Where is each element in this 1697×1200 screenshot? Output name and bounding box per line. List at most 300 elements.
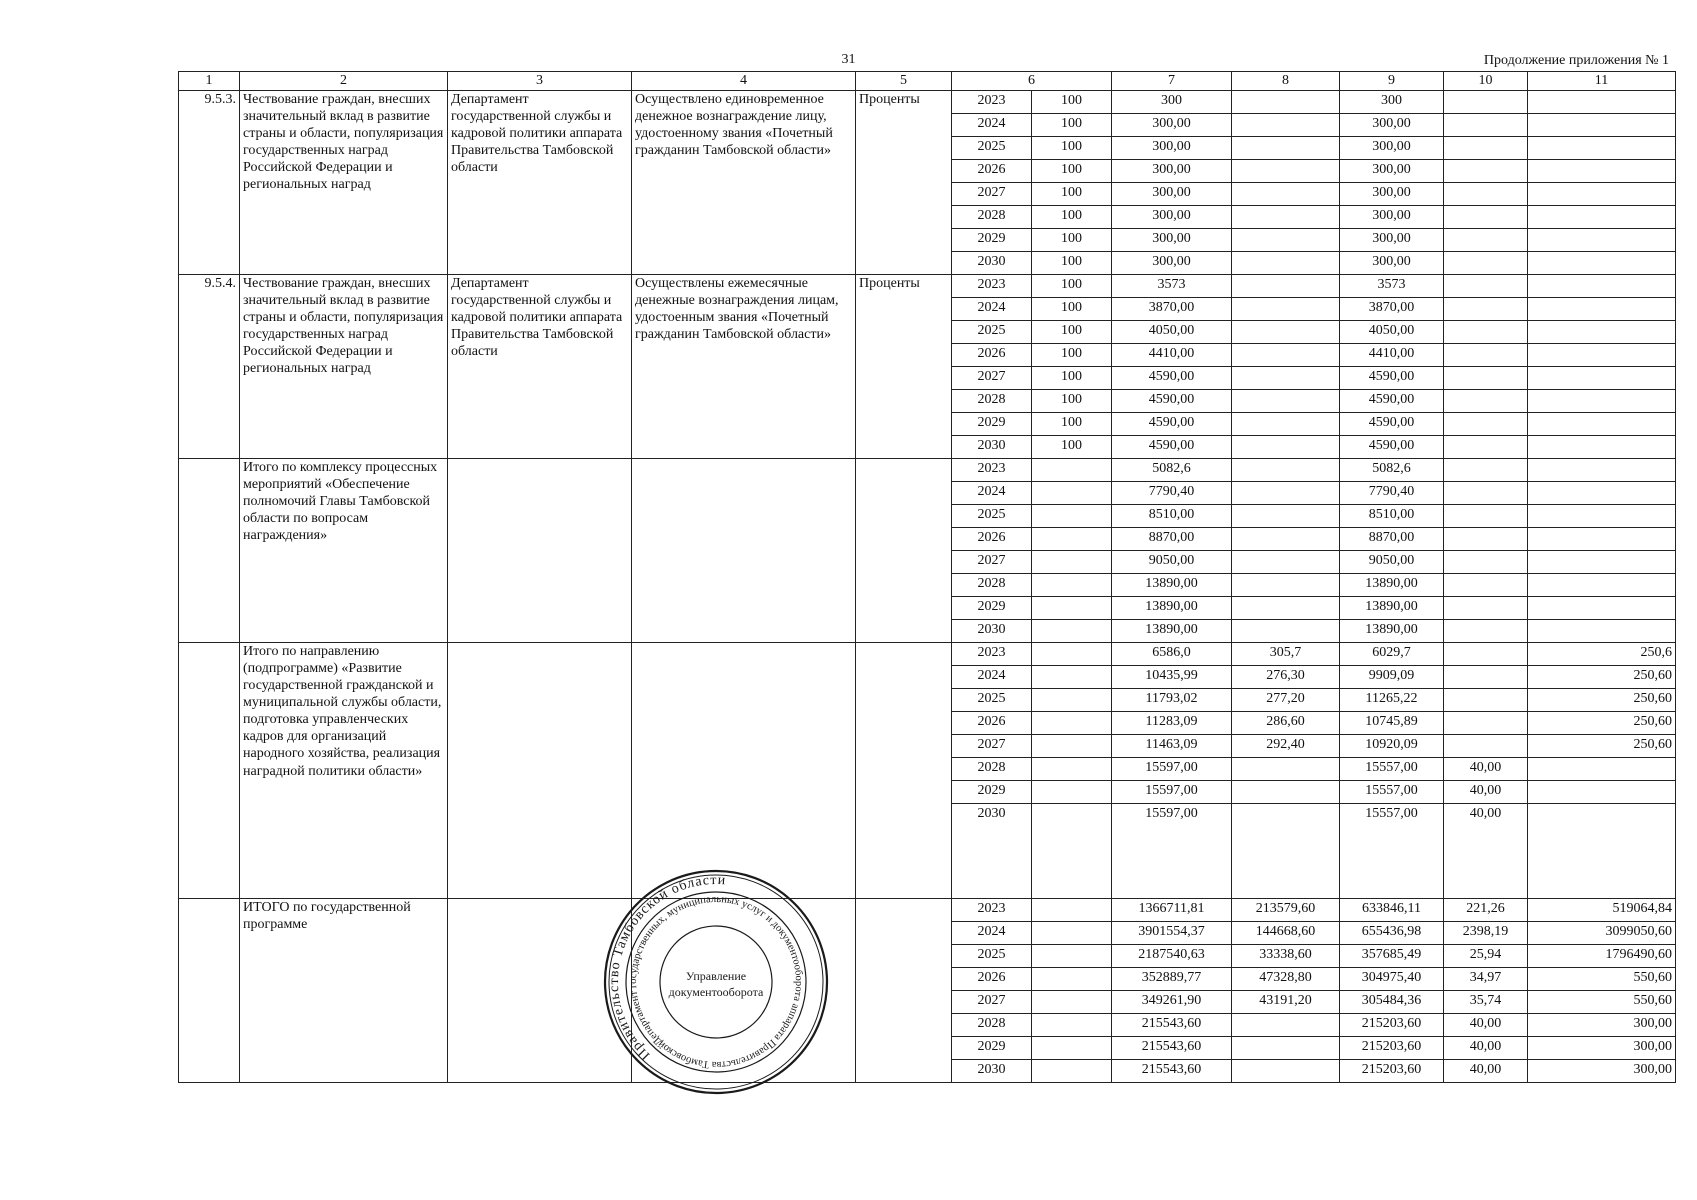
item-unit [856, 899, 952, 1083]
cell-local [1444, 413, 1528, 436]
cell-local [1444, 114, 1528, 137]
cell-percent [1032, 505, 1112, 528]
cell-year: 2029 [952, 597, 1032, 620]
cell-year: 2030 [952, 1060, 1032, 1083]
cell-regional: 300,00 [1340, 229, 1444, 252]
cell-federal [1232, 390, 1340, 413]
cell-regional: 300,00 [1340, 206, 1444, 229]
cell-total: 300,00 [1112, 206, 1232, 229]
cell-total: 1366711,81 [1112, 899, 1232, 922]
cell-percent [1032, 574, 1112, 597]
cell-total: 3901554,37 [1112, 922, 1232, 945]
cell-extra [1528, 206, 1676, 229]
cell-total: 6586,0 [1112, 643, 1232, 666]
cell-federal [1232, 137, 1340, 160]
continuation-caption: Продолжение приложения № 1 [1483, 53, 1669, 68]
cell-regional: 304975,40 [1340, 968, 1444, 991]
cell-total: 15597,00 [1112, 758, 1232, 781]
cell-federal [1232, 758, 1340, 781]
cell-year: 2029 [952, 1037, 1032, 1060]
cell-total: 13890,00 [1112, 620, 1232, 643]
cell-federal [1232, 160, 1340, 183]
cell-percent: 100 [1032, 160, 1112, 183]
item-name: Итого по направлению (подпрограмме) «Развитие государственной гражданской и муниципальной службы области, подготовка управленческих кадров для организаций народного хозяйства, реализация наградной политики области» [240, 643, 448, 899]
cell-percent: 100 [1032, 137, 1112, 160]
item-unit: Проценты [856, 275, 952, 459]
cell-year: 2025 [952, 321, 1032, 344]
col-header: 4 [632, 72, 856, 91]
cell-regional: 15557,00 [1340, 804, 1444, 899]
cell-year: 2029 [952, 781, 1032, 804]
cell-local [1444, 574, 1528, 597]
cell-federal [1232, 413, 1340, 436]
cell-regional: 215203,60 [1340, 1014, 1444, 1037]
cell-local [1444, 643, 1528, 666]
item-executor [448, 643, 632, 899]
cell-percent [1032, 991, 1112, 1014]
cell-regional: 300,00 [1340, 137, 1444, 160]
cell-extra [1528, 574, 1676, 597]
cell-total: 4590,00 [1112, 390, 1232, 413]
cell-percent: 100 [1032, 390, 1112, 413]
cell-regional: 357685,49 [1340, 945, 1444, 968]
cell-local: 35,74 [1444, 991, 1528, 1014]
cell-total: 15597,00 [1112, 781, 1232, 804]
cell-federal [1232, 551, 1340, 574]
cell-percent [1032, 804, 1112, 899]
cell-extra: 250,60 [1528, 666, 1676, 689]
cell-local [1444, 183, 1528, 206]
cell-year: 2025 [952, 505, 1032, 528]
cell-federal [1232, 275, 1340, 298]
cell-extra [1528, 183, 1676, 206]
svg-text:документооборота: документооборота [668, 985, 764, 999]
cell-percent [1032, 945, 1112, 968]
cell-federal [1232, 114, 1340, 137]
cell-federal [1232, 620, 1340, 643]
item-code [179, 459, 240, 643]
cell-federal [1232, 1060, 1340, 1083]
cell-total: 15597,00 [1112, 804, 1232, 899]
cell-extra: 250,60 [1528, 712, 1676, 735]
cell-percent [1032, 781, 1112, 804]
cell-regional: 300,00 [1340, 160, 1444, 183]
cell-year: 2023 [952, 459, 1032, 482]
cell-percent [1032, 758, 1112, 781]
cell-local [1444, 321, 1528, 344]
cell-percent: 100 [1032, 114, 1112, 137]
cell-year: 2024 [952, 666, 1032, 689]
cell-percent [1032, 643, 1112, 666]
cell-local: 34,97 [1444, 968, 1528, 991]
cell-local: 40,00 [1444, 1060, 1528, 1083]
cell-local [1444, 275, 1528, 298]
cell-percent [1032, 1014, 1112, 1037]
cell-total: 4590,00 [1112, 413, 1232, 436]
cell-total: 7790,40 [1112, 482, 1232, 505]
cell-total: 11793,02 [1112, 689, 1232, 712]
cell-total: 13890,00 [1112, 574, 1232, 597]
cell-total: 11283,09 [1112, 712, 1232, 735]
cell-federal: 144668,60 [1232, 922, 1340, 945]
cell-regional: 300,00 [1340, 114, 1444, 137]
cell-percent: 100 [1032, 367, 1112, 390]
cell-federal [1232, 206, 1340, 229]
cell-total: 4590,00 [1112, 436, 1232, 459]
cell-local [1444, 735, 1528, 758]
cell-total: 8870,00 [1112, 528, 1232, 551]
cell-federal: 305,7 [1232, 643, 1340, 666]
cell-regional: 4590,00 [1340, 436, 1444, 459]
item-name: ИТОГО по государственной программе [240, 899, 448, 1083]
header-row [179, 72, 1676, 91]
cell-federal: 276,30 [1232, 666, 1340, 689]
svg-text:Управление: Управление [685, 969, 747, 983]
item-unit: Проценты [856, 91, 952, 275]
item-code: 9.5.3. [179, 91, 240, 275]
cell-total: 2187540,63 [1112, 945, 1232, 968]
cell-federal [1232, 528, 1340, 551]
cell-total: 215543,60 [1112, 1060, 1232, 1083]
cell-year: 2027 [952, 183, 1032, 206]
cell-year: 2027 [952, 735, 1032, 758]
cell-extra [1528, 298, 1676, 321]
cell-year: 2026 [952, 160, 1032, 183]
cell-total: 9050,00 [1112, 551, 1232, 574]
cell-percent: 100 [1032, 91, 1112, 114]
cell-regional: 13890,00 [1340, 620, 1444, 643]
cell-year: 2030 [952, 436, 1032, 459]
cell-year: 2026 [952, 712, 1032, 735]
table-row [179, 275, 1676, 298]
cell-percent: 100 [1032, 206, 1112, 229]
cell-year: 2025 [952, 137, 1032, 160]
cell-federal [1232, 436, 1340, 459]
cell-federal: 47328,80 [1232, 968, 1340, 991]
seal-outer-text: Правительство Тамбовской области [606, 872, 727, 1063]
cell-percent [1032, 1060, 1112, 1083]
item-result: Осуществлены ежемесячные денежные вознаграждения лицам, удостоенным звания «Почетный гражданин Тамбовской области» [632, 275, 856, 459]
cell-year: 2026 [952, 344, 1032, 367]
cell-total: 3870,00 [1112, 298, 1232, 321]
cell-regional: 305484,36 [1340, 991, 1444, 1014]
cell-regional: 3573 [1340, 275, 1444, 298]
cell-total: 8510,00 [1112, 505, 1232, 528]
cell-percent [1032, 968, 1112, 991]
cell-percent: 100 [1032, 183, 1112, 206]
col-header: 9 [1340, 72, 1444, 91]
cell-percent [1032, 597, 1112, 620]
cell-local [1444, 528, 1528, 551]
cell-percent [1032, 459, 1112, 482]
cell-percent: 100 [1032, 436, 1112, 459]
cell-year: 2023 [952, 899, 1032, 922]
cell-regional: 4410,00 [1340, 344, 1444, 367]
cell-year: 2024 [952, 922, 1032, 945]
cell-regional: 15557,00 [1340, 758, 1444, 781]
table-row [179, 459, 1676, 482]
cell-extra: 3099050,60 [1528, 922, 1676, 945]
cell-regional: 8510,00 [1340, 505, 1444, 528]
cell-federal [1232, 344, 1340, 367]
cell-year: 2030 [952, 252, 1032, 275]
cell-local [1444, 459, 1528, 482]
col-header: 11 [1528, 72, 1676, 91]
cell-regional: 4050,00 [1340, 321, 1444, 344]
cell-percent [1032, 666, 1112, 689]
cell-local [1444, 298, 1528, 321]
cell-regional: 8870,00 [1340, 528, 1444, 551]
cell-extra [1528, 137, 1676, 160]
cell-percent: 100 [1032, 229, 1112, 252]
item-result [632, 459, 856, 643]
cell-percent [1032, 689, 1112, 712]
cell-total: 300 [1112, 91, 1232, 114]
cell-percent [1032, 620, 1112, 643]
cell-regional: 10745,89 [1340, 712, 1444, 735]
cell-extra: 300,00 [1528, 1060, 1676, 1083]
cell-local: 25,94 [1444, 945, 1528, 968]
cell-year: 2027 [952, 551, 1032, 574]
cell-local: 40,00 [1444, 1014, 1528, 1037]
cell-percent [1032, 712, 1112, 735]
cell-regional: 13890,00 [1340, 597, 1444, 620]
cell-year: 2030 [952, 620, 1032, 643]
cell-local: 40,00 [1444, 804, 1528, 899]
cell-extra: 250,6 [1528, 643, 1676, 666]
cell-federal: 33338,60 [1232, 945, 1340, 968]
cell-extra: 519064,84 [1528, 899, 1676, 922]
cell-extra [1528, 482, 1676, 505]
cell-total: 300,00 [1112, 183, 1232, 206]
cell-regional: 215203,60 [1340, 1037, 1444, 1060]
item-executor: Департамент государственной службы и кадровой политики аппарата Правительства Тамбовской области [448, 275, 632, 459]
cell-federal: 213579,60 [1232, 899, 1340, 922]
item-code [179, 643, 240, 899]
cell-federal [1232, 183, 1340, 206]
cell-regional: 9050,00 [1340, 551, 1444, 574]
cell-total: 352889,77 [1112, 968, 1232, 991]
cell-regional: 3870,00 [1340, 298, 1444, 321]
cell-total: 215543,60 [1112, 1014, 1232, 1037]
cell-percent: 100 [1032, 298, 1112, 321]
cell-year: 2029 [952, 413, 1032, 436]
cell-total: 4590,00 [1112, 367, 1232, 390]
cell-extra [1528, 413, 1676, 436]
cell-extra [1528, 367, 1676, 390]
cell-extra: 550,60 [1528, 968, 1676, 991]
cell-regional: 300 [1340, 91, 1444, 114]
cell-federal: 286,60 [1232, 712, 1340, 735]
cell-extra [1528, 344, 1676, 367]
cell-regional: 13890,00 [1340, 574, 1444, 597]
cell-regional: 4590,00 [1340, 413, 1444, 436]
col-header: 7 [1112, 72, 1232, 91]
cell-regional: 10920,09 [1340, 735, 1444, 758]
cell-regional: 215203,60 [1340, 1060, 1444, 1083]
cell-extra [1528, 160, 1676, 183]
cell-extra [1528, 390, 1676, 413]
cell-regional: 655436,98 [1340, 922, 1444, 945]
cell-federal [1232, 781, 1340, 804]
item-result [632, 643, 856, 899]
cell-regional: 4590,00 [1340, 390, 1444, 413]
cell-year: 2028 [952, 574, 1032, 597]
cell-local [1444, 436, 1528, 459]
official-seal-icon [602, 868, 830, 1096]
cell-local [1444, 620, 1528, 643]
cell-total: 300,00 [1112, 114, 1232, 137]
cell-local: 40,00 [1444, 781, 1528, 804]
cell-regional: 7790,40 [1340, 482, 1444, 505]
cell-local [1444, 252, 1528, 275]
cell-extra: 300,00 [1528, 1014, 1676, 1037]
cell-percent [1032, 551, 1112, 574]
cell-year: 2027 [952, 367, 1032, 390]
cell-federal [1232, 597, 1340, 620]
cell-federal [1232, 229, 1340, 252]
cell-extra [1528, 781, 1676, 804]
cell-total: 349261,90 [1112, 991, 1232, 1014]
cell-regional: 11265,22 [1340, 689, 1444, 712]
cell-federal [1232, 1037, 1340, 1060]
cell-federal [1232, 298, 1340, 321]
cell-year: 2028 [952, 206, 1032, 229]
cell-regional: 300,00 [1340, 252, 1444, 275]
cell-local [1444, 712, 1528, 735]
cell-federal [1232, 367, 1340, 390]
cell-percent: 100 [1032, 321, 1112, 344]
cell-percent [1032, 899, 1112, 922]
cell-total: 215543,60 [1112, 1037, 1232, 1060]
cell-percent [1032, 922, 1112, 945]
table-row [179, 91, 1676, 114]
cell-percent: 100 [1032, 252, 1112, 275]
cell-extra: 250,60 [1528, 735, 1676, 758]
page-number: 31 [841, 52, 856, 67]
cell-total: 300,00 [1112, 252, 1232, 275]
cell-local [1444, 367, 1528, 390]
cell-total: 4050,00 [1112, 321, 1232, 344]
cell-extra [1528, 551, 1676, 574]
cell-federal [1232, 1014, 1340, 1037]
cell-local [1444, 137, 1528, 160]
cell-federal: 292,40 [1232, 735, 1340, 758]
col-header: 6 [952, 72, 1112, 91]
cell-regional: 6029,7 [1340, 643, 1444, 666]
item-name: Итого по комплексу процессных мероприятий «Обеспечение полномочий Главы Тамбовской области по вопросам награждения» [240, 459, 448, 643]
cell-total: 4410,00 [1112, 344, 1232, 367]
cell-federal [1232, 804, 1340, 899]
item-code [179, 899, 240, 1083]
cell-extra [1528, 620, 1676, 643]
cell-year: 2030 [952, 804, 1032, 899]
item-result: Осуществлено единовременное денежное вознаграждение лицу, удостоенному звания «Почетный гражданин Тамбовской области» [632, 91, 856, 275]
item-name: Чествование граждан, внесших значительный вклад в развитие страны и области, популяризация государственных наград Российской Федерации и региональных наград [240, 91, 448, 275]
cell-year: 2029 [952, 229, 1032, 252]
cell-percent: 100 [1032, 275, 1112, 298]
cell-local [1444, 390, 1528, 413]
item-executor [448, 459, 632, 643]
cell-extra: 550,60 [1528, 991, 1676, 1014]
cell-federal [1232, 91, 1340, 114]
cell-local: 221,26 [1444, 899, 1528, 922]
cell-total: 5082,6 [1112, 459, 1232, 482]
cell-year: 2024 [952, 114, 1032, 137]
col-header: 3 [448, 72, 632, 91]
cell-local: 40,00 [1444, 1037, 1528, 1060]
cell-local [1444, 206, 1528, 229]
cell-regional: 5082,6 [1340, 459, 1444, 482]
cell-local [1444, 666, 1528, 689]
cell-year: 2026 [952, 528, 1032, 551]
table-row [179, 643, 1676, 666]
cell-total: 10435,99 [1112, 666, 1232, 689]
item-executor: Департамент государственной службы и кадровой политики аппарата Правительства Тамбовской области [448, 91, 632, 275]
cell-local [1444, 160, 1528, 183]
cell-local [1444, 229, 1528, 252]
cell-local: 2398,19 [1444, 922, 1528, 945]
cell-extra [1528, 252, 1676, 275]
cell-regional: 15557,00 [1340, 781, 1444, 804]
cell-total: 300,00 [1112, 137, 1232, 160]
cell-extra [1528, 321, 1676, 344]
cell-extra [1528, 275, 1676, 298]
cell-federal [1232, 482, 1340, 505]
col-header: 5 [856, 72, 952, 91]
cell-percent [1032, 735, 1112, 758]
cell-extra: 250,60 [1528, 689, 1676, 712]
cell-federal [1232, 574, 1340, 597]
cell-total: 11463,09 [1112, 735, 1232, 758]
cell-year: 2024 [952, 482, 1032, 505]
cell-extra [1528, 459, 1676, 482]
cell-extra [1528, 804, 1676, 899]
cell-local [1444, 689, 1528, 712]
cell-extra [1528, 597, 1676, 620]
cell-federal [1232, 459, 1340, 482]
cell-extra: 300,00 [1528, 1037, 1676, 1060]
item-code: 9.5.4. [179, 275, 240, 459]
col-header: 10 [1444, 72, 1528, 91]
cell-percent [1032, 528, 1112, 551]
cell-total: 3573 [1112, 275, 1232, 298]
cell-total: 300,00 [1112, 229, 1232, 252]
cell-local: 40,00 [1444, 758, 1528, 781]
item-name: Чествование граждан, внесших значительный вклад в развитие страны и области, популяризация государственных наград Российской Федерации и региональных наград [240, 275, 448, 459]
cell-regional: 9909,09 [1340, 666, 1444, 689]
cell-regional: 300,00 [1340, 183, 1444, 206]
cell-extra [1528, 505, 1676, 528]
seal-inner-text: Департамент государственных, муниципальных услуг и документооборота аппарата Правительства Тамбовской [627, 893, 805, 1071]
cell-year: 2028 [952, 1014, 1032, 1037]
cell-extra [1528, 436, 1676, 459]
cell-year: 2028 [952, 390, 1032, 413]
table-row [179, 899, 1676, 922]
cell-year: 2025 [952, 689, 1032, 712]
cell-percent: 100 [1032, 344, 1112, 367]
cell-federal [1232, 505, 1340, 528]
cell-extra [1528, 114, 1676, 137]
cell-total: 300,00 [1112, 160, 1232, 183]
cell-year: 2023 [952, 643, 1032, 666]
program-table [178, 71, 1676, 1083]
cell-local [1444, 91, 1528, 114]
cell-regional: 4590,00 [1340, 367, 1444, 390]
cell-year: 2023 [952, 91, 1032, 114]
cell-local [1444, 505, 1528, 528]
item-unit [856, 459, 952, 643]
